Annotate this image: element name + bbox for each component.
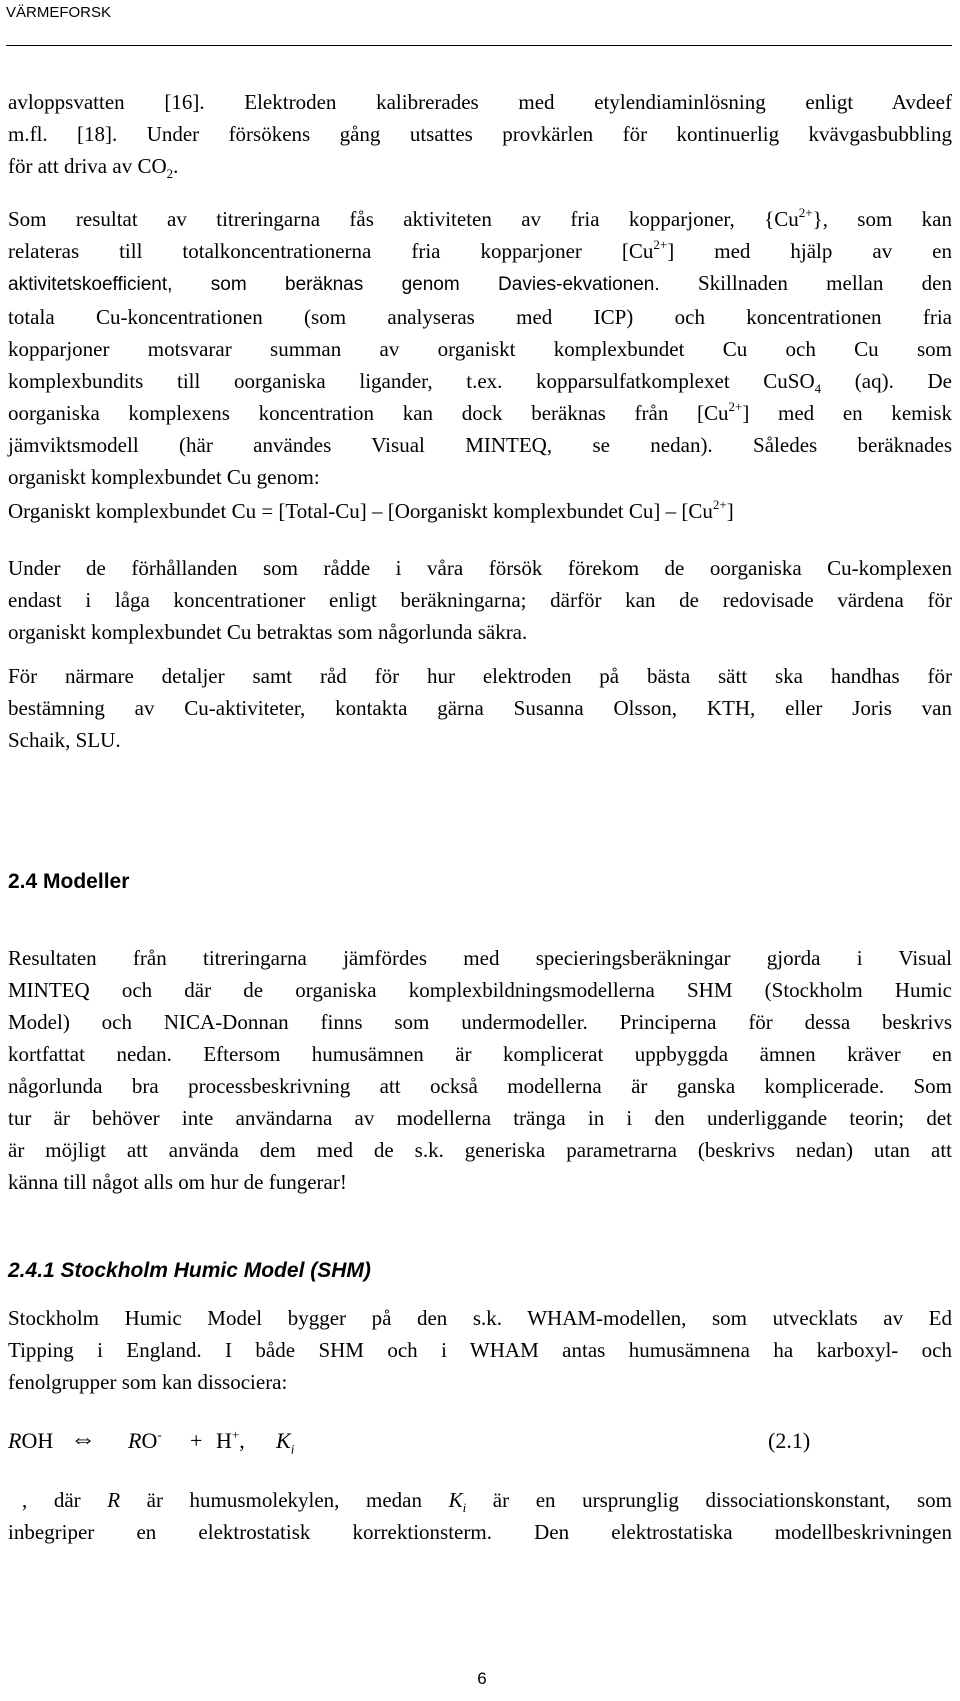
text-line: fenolgrupper som kan dissociera: (8, 1370, 288, 1394)
paragraph-activity (8, 203, 952, 493)
text-line: Stockholm Humic Model bygger på den s.k. WHAM-modellen, som utvecklats av Ed (8, 1306, 952, 1330)
text-line: känna till något alls om hur de fungerar! (8, 1170, 347, 1194)
text-line: m.fl. [18]. Under försökens gång utsattes provkärlen för kontinuerlig kvävgasbubbling (8, 122, 952, 146)
text-line: Under de förhållanden som rådde i våra försök förekom de oorganiska Cu-komplexen (8, 556, 952, 580)
text-line: relateras till totalkoncentrationerna fria kopparjoner $[Cu^{2+}]$ med hjälp av en (8, 237, 952, 263)
equation-number: (2.1) (768, 1428, 811, 1453)
running-header (6, 0, 954, 30)
text-line: är möjligt att använda dem med de s.k. generiska parametrarna (beskrivs nedan) utan att (8, 1138, 952, 1162)
section-heading: 2.4 Modeller (8, 870, 130, 893)
text-line: för att driva av $CO_2$. (8, 154, 179, 182)
formula-lhs: ROH (8, 1428, 54, 1453)
text-line: organiskt komplexbundet Cu genom: (8, 465, 320, 489)
text-line: totala Cu-koncentrationen (som analyseras med ICP) och koncentrationen fria (8, 305, 952, 329)
text-line: Som resultat av titreringarna fås aktiviteten av fria kopparjoner, $\{Cu^{2+}\}$, som kan (8, 205, 952, 231)
text-line: kortfattat nedan. Eftersom humusämnen är komplicerat uppbyggda ämnen kräver en (8, 1042, 952, 1066)
text-line: Model) och NICA-Donnan finns som undermodeller. Principerna för dessa beskrivs (8, 1010, 952, 1034)
paragraph-calibration (8, 86, 952, 182)
text-line: Schaik, SLU. (8, 728, 121, 752)
formula-ro: RO- (128, 1426, 162, 1453)
header-title: VÄRMEFORSK (6, 4, 112, 21)
header-divider (6, 45, 952, 46)
formula-plus: + (190, 1428, 203, 1453)
paragraph-explanation (8, 1484, 952, 1548)
text-line: jämviktsmodell (här användes Visual MINTEQ, se nedan). Således beräknades (8, 433, 952, 457)
page-number: 6 (477, 1669, 487, 1688)
equation-organic-cu (8, 495, 952, 527)
formula-k: $K_i$ (276, 1428, 295, 1457)
text-line: aktivitetskoefficient, som beräknas genom Davies-ekvationen. Skillnaden mellan den (8, 271, 952, 295)
text-line: oorganiska komplexens koncentration kan dock beräknas från $[Cu^{2+}]$ med en kemisk (8, 399, 952, 425)
paragraph-shm (8, 1302, 952, 1398)
paragraph-contact (8, 660, 952, 756)
text-line: Organiskt komplexbundet Cu = [Total-Cu] – [Oorganiskt komplexbundet $Cu] - [Cu^{2+}]$ (8, 497, 734, 523)
text-line: någorlunda bra processbeskrivning att också modellerna är ganska komplicerade. Som (8, 1074, 952, 1098)
formula-h: H+, (216, 1426, 245, 1453)
text-line: avloppsvatten [16]. Elektroden kalibrerades med etylendiaminlösning enligt Avdeef (8, 90, 952, 114)
paragraph-conditions (8, 552, 952, 648)
text-line: Tipping i England. I både SHM och i WHAM antas humusämnena ha karboxyl- och (8, 1338, 952, 1362)
text-line: bestämning av Cu-aktiviteter, kontakta gärna Susanna Olsson, KTH, eller Joris van (8, 696, 952, 720)
text-line: Resultaten från titreringarna jämfördes med specieringsberäkningar gjorda i Visual (8, 946, 952, 970)
double-arrow-icon: ⇔ (70, 1424, 96, 1453)
text-line: inbegriper en elektrostatisk korrektionsterm. Den elektrostatiska modellbeskrivningen (8, 1520, 952, 1544)
text-line: För närmare detaljer samt råd för hur elektroden på bästa sätt ska handhas för (8, 664, 952, 688)
text-line: tur är behöver inte användarna av modellerna tränga in i den underliggande teorin; det (8, 1106, 952, 1130)
text-line: komplexbundits till oorganiska ligander, t.ex. kopparsulfatkomplexet CuSO$_4$ (aq). De (8, 369, 952, 397)
subsection-heading: 2.4.1 Stockholm Humic Model (SHM) (8, 1259, 371, 1282)
text-line: MINTEQ och där de organiska komplexbildningsmodellerna SHM (Stockholm Humic (8, 978, 952, 1002)
paragraph-models (8, 942, 952, 1198)
text-line: organiskt komplexbundet Cu betraktas som någorlunda säkra. (8, 620, 528, 644)
equation-dissociation (8, 1425, 952, 1459)
text-line: kopparjoner motsvarar summan av organiskt komplexbundet Cu och Cu som (8, 337, 952, 361)
text-line: endast i låga koncentrationer enligt beräkningarna; därför kan de redovisade värdena för (8, 588, 952, 612)
text-line: , där R är humusmolekylen, medan $K_i$ är en ursprunglig dissociationskonstant, som (22, 1488, 952, 1516)
